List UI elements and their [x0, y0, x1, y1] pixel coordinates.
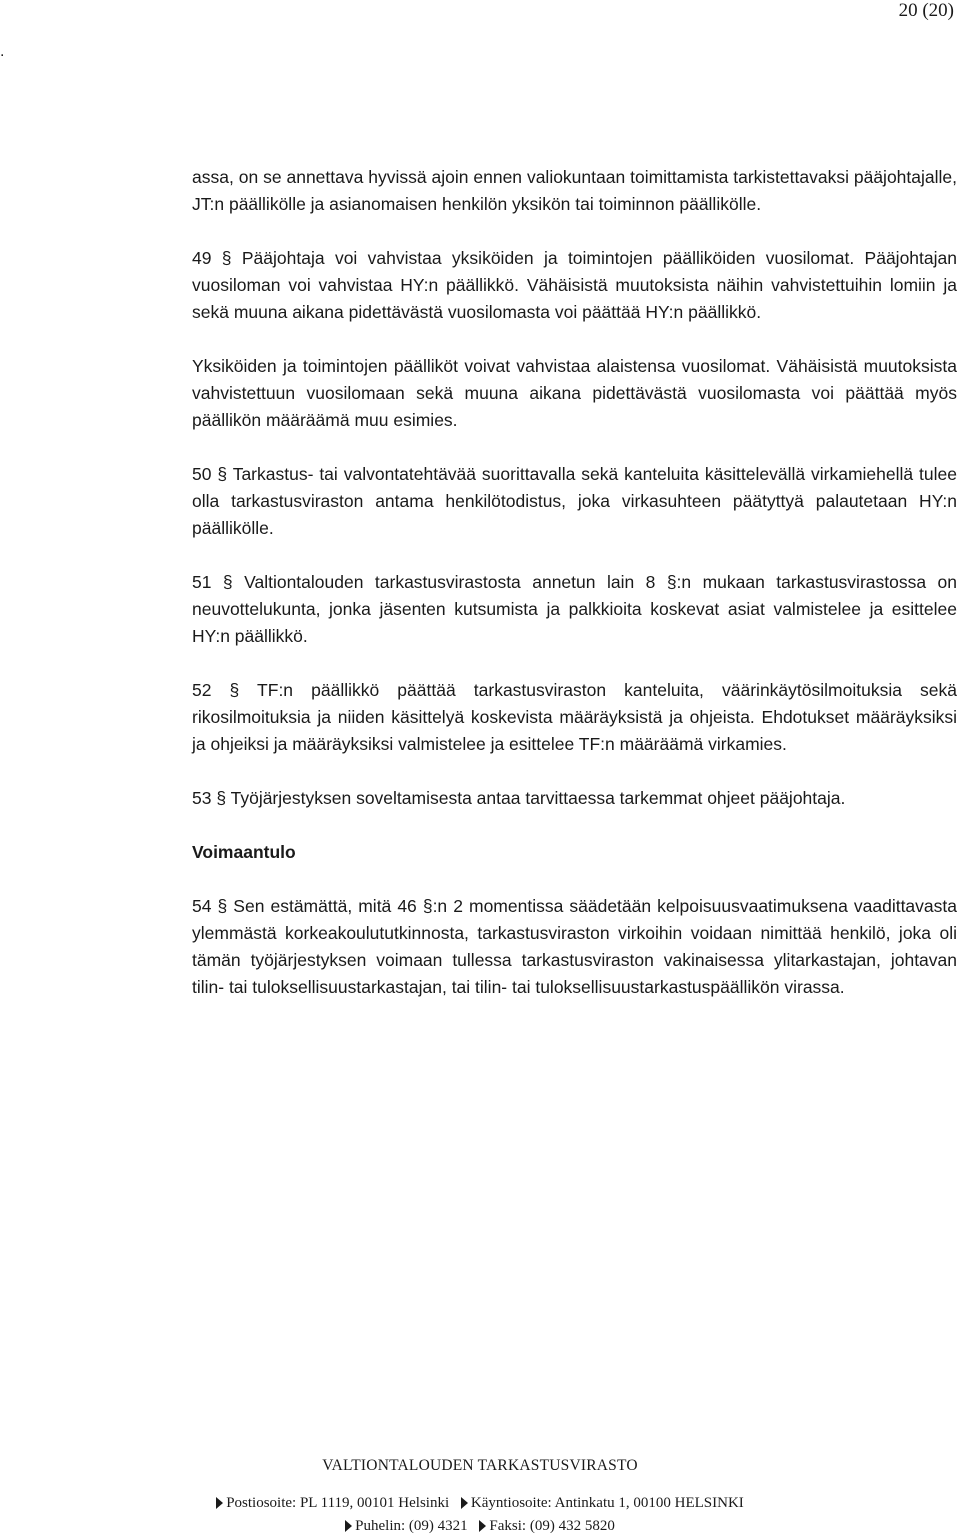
paragraph-54: 54 § Sen estämättä, mitä 46 §:n 2 momentissa säädetään kelpoisuusvaatimuksena vaadittavasta ylemmästä korkeakoulututkinnosta, tarkastusviraston virkoihin voidaan nimittää henkilö, joka oli tämän työjärjestyksen voimaan tullessa tarkastusviraston vakinaisessa ylitarkastajan, johtavan tilin- tai tuloksellisuustarkastajan, tai tilin- tai tuloksellisuustarkastuspäällikön virassa. — [192, 896, 957, 997]
triangle-right-icon — [345, 1520, 352, 1532]
footer-agency-name: VALTIONTALOUDEN TARKASTUSVIRASTO — [322, 1457, 638, 1474]
paragraph-49: 49 § Pääjohtaja voi vahvistaa yksiköiden ja toimintojen päälliköiden vuosilomat. Pääjohtajan vuosiloman voi vahvistaa HY:n päällikkö. Vähäisistä muutoksista näihin vahvistettuihin lomiin ja sekä muuna aikana pidettävästä vuosilomasta voi päättää HY:n päällikkö. — [192, 248, 957, 322]
footer-fax — [479, 1518, 614, 1535]
page-number: 20 (20) — [898, 0, 954, 21]
footer-address-row — [0, 1495, 960, 1512]
postal-address-text: Postiosoite: PL 1119, 00101 Helsinki — [226, 1495, 450, 1511]
paragraph-51: 51 § Valtiontalouden tarkastusvirastosta annetun lain 8 §:n mukaan tarkastusvirastossa on neuvottelukunta, jonka jäsenten kutsumista ja palkkioita koskevat asiat valmistelee ja esittelee HY:n päällikkö. — [192, 572, 957, 646]
paragraph-50: 50 § Tarkastus- tai valvontatehtävää suorittavalla sekä kanteluita käsittelevällä virkamiehellä tulee olla tarkastusviraston antama henkilötodistus, joka virkasuhteen päätyttyä palautetaan HY:n päällikölle. — [192, 464, 957, 538]
fax-text: Faksi: (09) 432 5820 — [489, 1518, 615, 1534]
visiting-address-text: Käyntiosoite: Antinkatu 1, 00100 HELSINKI — [470, 1495, 744, 1511]
document-body — [192, 164, 957, 1028]
footer-contact-row — [0, 1518, 960, 1535]
footer-postal-address — [216, 1495, 449, 1512]
triangle-right-icon — [461, 1497, 468, 1509]
footer-phone — [345, 1518, 468, 1535]
footer-visiting-address — [461, 1495, 744, 1512]
triangle-right-icon — [479, 1520, 486, 1532]
paragraph-continuation: assa, on se annettava hyvissä ajoin ennen valiokuntaan toimittamista tarkistettavaksi pääjohtajalle, JT:n päällikölle ja asianomaisen henkilön yksikön tai toiminnon päällikölle. — [192, 167, 957, 214]
triangle-right-icon — [216, 1497, 223, 1509]
paragraph-49-continued: Yksiköiden ja toimintojen päälliköt voivat vahvistaa alaistensa vuosilomat. Vähäisistä muutoksista vahvistettuun vuosilomaan sekä muuna aikana pidettävästä vuosilomasta voi päättää myös päällikön määräämä muu esimies. — [192, 356, 957, 430]
stray-mark: . — [0, 43, 5, 60]
phone-text: Puhelin: (09) 4321 — [355, 1518, 468, 1534]
paragraph-52: 52 § TF:n päällikkö päättää tarkastusviraston kanteluita, väärinkäytösilmoituksia sekä rikosilmoituksia ja niiden käsittelyä koskevista määräyksistä ja ohjeista. Ehdotukset määräyksiksi ja ohjeiksi ja määräyksiksi valmistelee ja esittelee TF:n määräämä virkamies. — [192, 680, 957, 754]
paragraph-53: 53 § Työjärjestyksen soveltamisesta antaa tarvittaessa tarkemmat ohjeet pääjohtaja. — [192, 788, 846, 808]
section-heading: Voimaantulo — [192, 842, 296, 862]
